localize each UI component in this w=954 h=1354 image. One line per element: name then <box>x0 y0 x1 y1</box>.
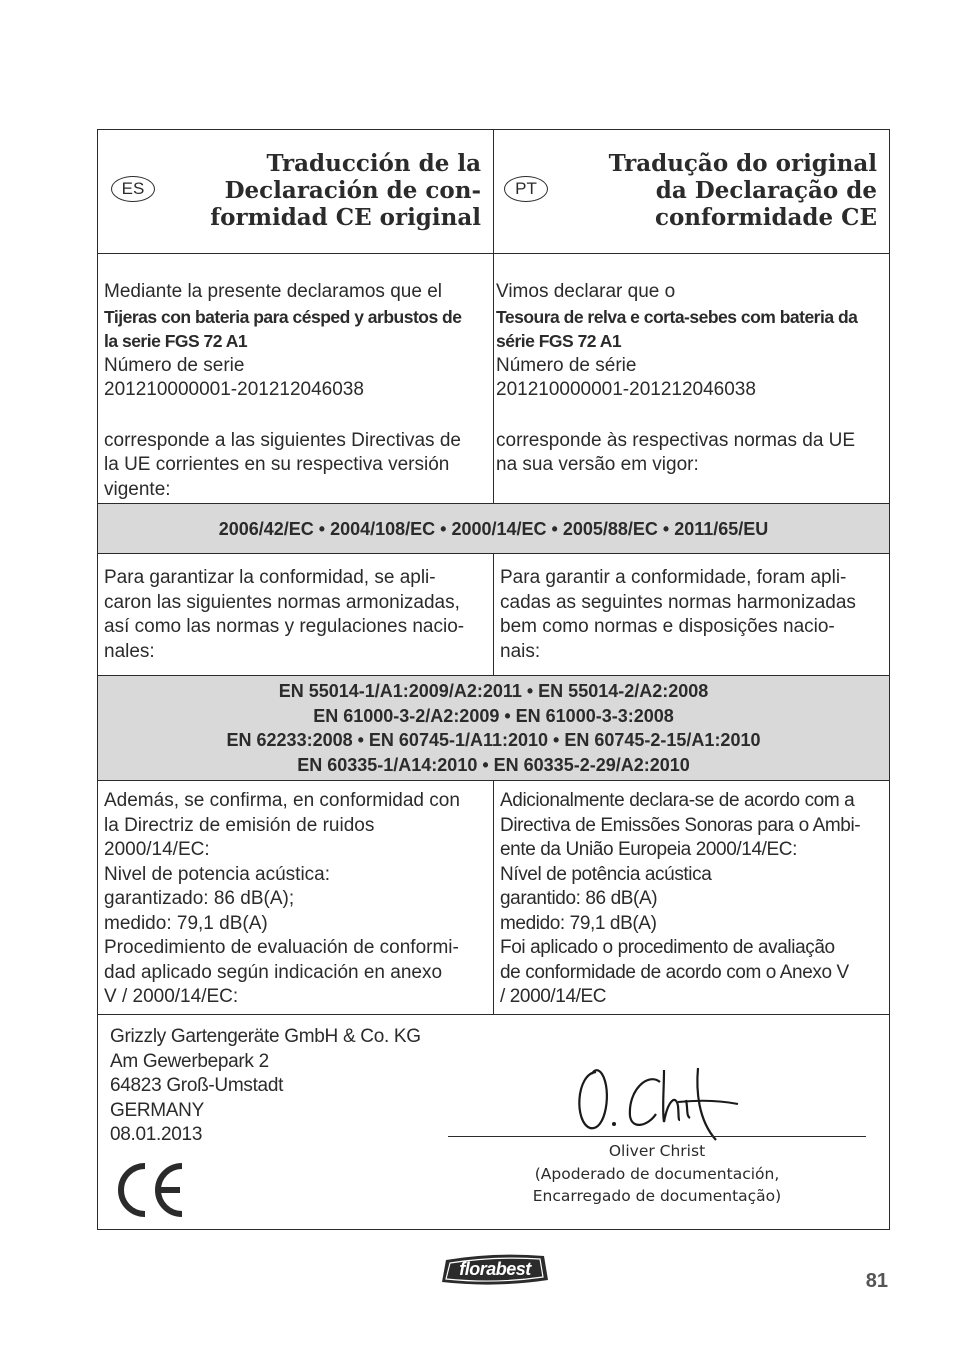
lang-badge-es: ES <box>111 176 155 202</box>
signatory-block: Oliver Christ (Apoderado de documentación, Encarregado de documentação) <box>448 1140 866 1208</box>
brand-logo <box>438 1250 552 1288</box>
title-es: Traducción de la Declaración de con- formidad CE original <box>210 150 481 231</box>
declaration-row <box>98 254 889 503</box>
company-address: Grizzly Gartengeräte GmbH & Co. KG Am Gewerbepark 2 64823 Groß-Umstadt GERMANY 08.01.2013 <box>110 1026 421 1145</box>
noise-pt: Adicionalmente declara-se de acordo com a Directiva de Emissões Sonoras para o Ambi- ente da União Europeia 2000/14/EC: Nível de potência acústica garantido: 86 dB(A) medido: 79,1 dB(A) Foi aplicado o procedimento de avaliação de conformidade de acordo com o Anexo V / 2000/14/EC <box>500 790 861 1007</box>
standards-band <box>98 676 889 780</box>
intro-pt: Vimos declarar que o <box>496 281 676 302</box>
directives-intro-pt: corresponde às respectivas normas da UE na sua versão em vigor: <box>496 429 856 475</box>
directives-list: 2006/42/EC • 2004/108/EC • 2000/14/EC • 2005/88/EC • 2011/65/EU <box>218 519 769 539</box>
page-number: 81 <box>865 1270 888 1292</box>
product-pt: Tesoura de relva e corta-sebes com bateria da série FGS 72 A1 <box>496 306 858 351</box>
header-row <box>98 130 889 253</box>
signature-line <box>448 1136 866 1137</box>
standards-intro-row <box>98 554 889 675</box>
intro-es: Mediante la presente declaramos que el <box>104 281 442 302</box>
standards-intro-pt: Para garantir a conformidade, foram apli- cadas as seguintes normas harmonizadas bem como normas e disposições nacio- nais: <box>500 567 856 662</box>
serial-label-pt: Número de série <box>496 354 637 376</box>
serial-range-es: 201210000001-201212046038 <box>104 379 364 400</box>
serial-range-pt: 201210000001-201212046038 <box>496 379 756 400</box>
declaration-es <box>98 254 494 503</box>
header-pt <box>494 130 889 253</box>
declaration-pt <box>494 254 889 503</box>
directives-band <box>98 504 889 553</box>
serial-label-es: Número de serie <box>104 354 245 376</box>
ce-mark-icon <box>112 1160 188 1220</box>
standards-list: EN 55014-1/A1:2009/A2:2011 • EN 55014-2/A2:2008 EN 61000-3-2/A2:2009 • EN 61000-3-3:2008 EN 62233:2008 • EN 60745-1/A11:2010 • EN 60745-2-15/A1:2010 EN 60335-1/A14:2010 • EN 60335-2-29/A2:2010 <box>226 681 761 775</box>
divider <box>98 1014 889 1015</box>
lang-badge-pt: PT <box>504 176 548 202</box>
declaration-table <box>97 129 890 1230</box>
title-pt: Tradução do original da Declaração de conformidade CE <box>608 150 877 231</box>
noise-es: Además, se confirma, en conformidad con la Directriz de emisión de ruidos 2000/14/EC: Nivel de potencia acústica: garantizado: 86 dB(A); medido: 79,1 dB(A) Procedimiento de evaluación de conformi- dad aplicado según indicación en anexo V / 2000/14/EC: <box>98 781 494 1014</box>
brand-name: florabest <box>459 1259 531 1279</box>
directives-intro-es: corresponde a las siguientes Directivas de la UE corrientes en su respectiva versión vigente: <box>104 429 461 500</box>
standards-intro-es: Para garantizar la conformidad, se apli- caron las siguientes normas armonizadas, así como las normas y regulaciones nacio- nales: <box>98 554 494 675</box>
product-es: Tijeras con bateria para césped y arbustos de la serie FGS 72 A1 <box>104 306 462 351</box>
header-es <box>98 130 494 253</box>
noise-row <box>98 781 889 1014</box>
signatory-name: Oliver Christ <box>608 1142 706 1160</box>
